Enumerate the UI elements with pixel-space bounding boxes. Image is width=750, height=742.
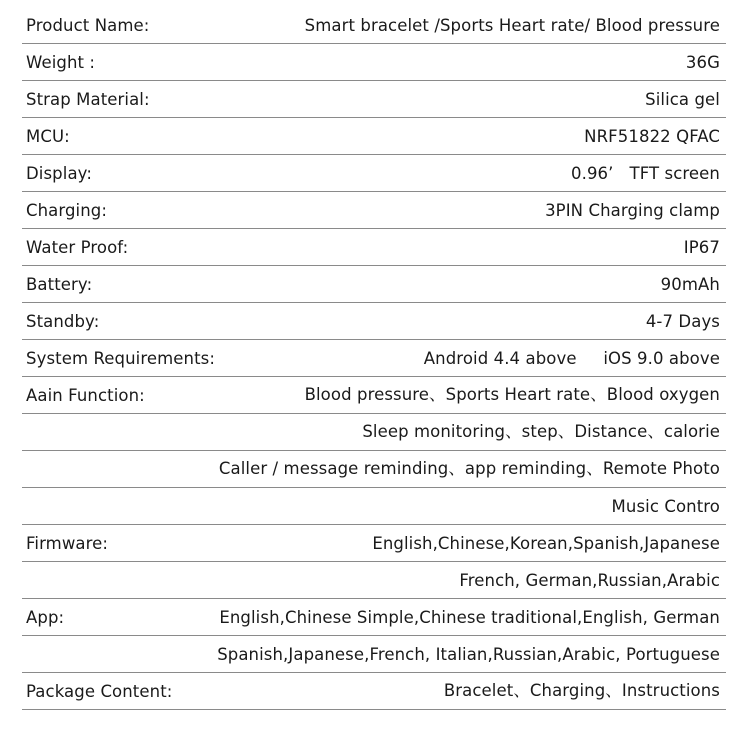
spec-row-app [22,599,726,636]
spec-row-firmware-2 [22,562,726,599]
spec-row-battery [22,266,726,303]
spec-label: Package Content: [26,682,173,701]
spec-value: Smart bracelet /Sports Heart rate/ Blood pressure [304,16,720,35]
spec-row-app-2 [22,636,726,673]
spec-value: Music Contro [611,497,720,516]
spec-value: Android 4.4 above iOS 9.0 above [423,349,720,368]
spec-row-weight [22,44,726,81]
spec-row-main-function-2 [22,414,726,451]
spec-value: Blood pressure、Sports Heart rate、Blood oxygen [304,385,720,404]
spec-value: Sleep monitoring、step、Distance、calorie [362,422,720,441]
spec-label: System Requirements: [26,349,216,368]
spec-row-water-proof [22,229,726,266]
spec-row-charging [22,192,726,229]
spec-label: Display: [26,164,92,183]
spec-row-standby [22,303,726,340]
spec-label: Battery: [26,275,93,294]
spec-value: 90mAh [660,275,720,294]
spec-row-system-requirements [22,340,726,377]
spec-value: IP67 [683,238,720,257]
spec-label: Product Name: [26,16,150,35]
spec-row-main-function [22,377,726,414]
spec-table [22,8,726,710]
spec-label: MCU: [26,127,70,146]
spec-value: 0.96’ TFT screen [571,164,720,183]
spec-label: Weight : [26,53,96,72]
spec-value: 36G [685,53,720,72]
spec-value: Silica gel [645,90,720,109]
spec-row-main-function-4 [22,488,726,525]
spec-value: Bracelet、Charging、Instructions [443,681,720,700]
spec-row-firmware [22,525,726,562]
spec-value: English,Chinese Simple,Chinese traditional,English, German [219,608,720,627]
spec-value: French, German,Russian,Arabic [459,571,720,590]
spec-label: Firmware: [26,534,109,553]
spec-row-product-name [22,8,726,44]
spec-value: Spanish,Japanese,French, Italian,Russian,Arabic, Portuguese [217,645,720,664]
spec-row-display [22,155,726,192]
spec-value: Caller / message reminding、app reminding、Remote Photo [218,459,720,478]
spec-label: App: [26,608,65,627]
spec-row-strap-material [22,81,726,118]
spec-label: Strap Material: [26,90,150,109]
spec-row-mcu [22,118,726,155]
spec-label: Charging: [26,201,108,220]
spec-value: 3PIN Charging clamp [545,201,720,220]
spec-label: Water Proof: [26,238,129,257]
spec-value: English,Chinese,Korean,Spanish,Japanese [372,534,720,553]
spec-value: NRF51822 QFAC [584,127,720,146]
spec-value: 4-7 Days [645,312,720,331]
spec-label: Aain Function: [26,386,145,405]
spec-row-package-content [22,673,726,710]
spec-label: Standby: [26,312,100,331]
spec-row-main-function-3 [22,451,726,488]
